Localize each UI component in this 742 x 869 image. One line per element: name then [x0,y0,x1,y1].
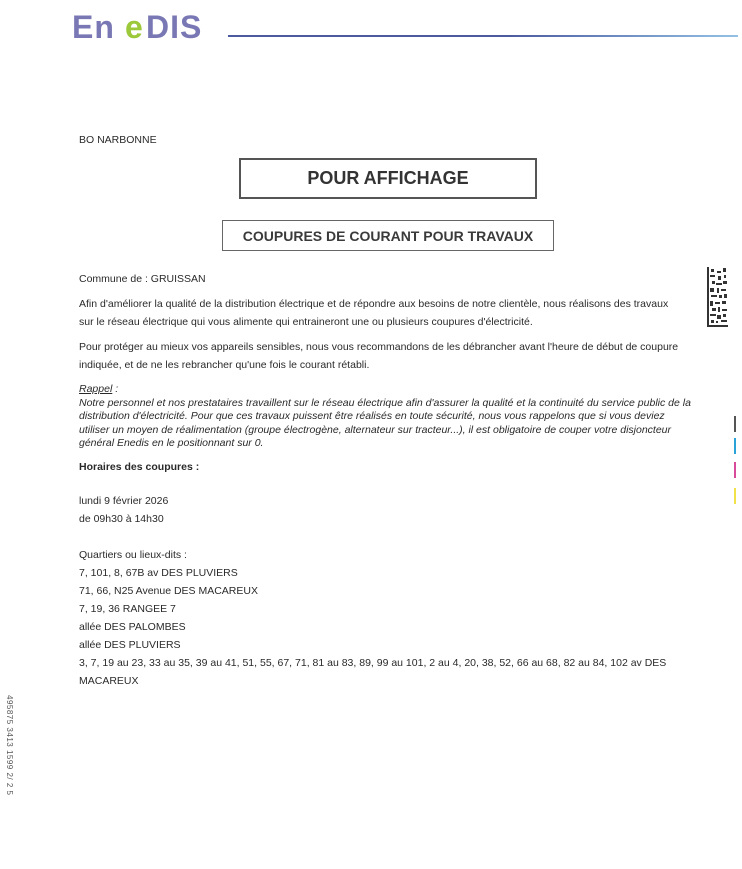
agency-name: BO NARBONNE [79,134,157,146]
intro-paragraph-1: Afin d'améliorer la qualité de la distribution électrique et de répondre aux besoins de notre clientèle, nous réalisons des travaux sur le réseau électrique qui vous alimente qui entraineront une ou plusieurs coupures d'électricité. [79,298,669,328]
intro-paragraph-2: Pour protéger au mieux vos appareils sensibles, nous vous recommandons de les débrancher avant l'heure de début de coupure indiquée, et de ne les rebrancher qu'une fois le courant rétabli. [79,341,679,371]
datamatrix-code [707,267,728,327]
svg-text:En: En [72,10,115,42]
header-rule [228,35,738,37]
side-print-code: 495875 3413 1599 2/ 2 5 [5,695,14,796]
banner-title: POUR AFFICHAGE [239,158,537,199]
registration-mark-magenta [734,462,736,478]
address-item: 3, 7, 19 au 23, 33 au 35, 39 au 41, 51, 55, 67, 71, 81 au 83, 89, 99 au 101, 2 au 4, 20, 38, 52, 66 au 68, 82 au 84, 102 av DES MACAREUX [79,657,667,687]
address-item: 7, 101, 8, 67B av DES PLUVIERS [79,567,238,579]
rappel-colon: : [112,383,119,395]
quartiers-heading: Quartiers ou lieux-dits : [79,549,187,561]
registration-mark-cyan [734,438,736,454]
registration-mark-yellow [734,488,736,504]
outage-time: de 09h30 à 14h30 [79,513,164,525]
rappel-text: Notre personnel et nos prestataires travaillent sur le réseau électrique afin d'assurer la qualité et la continuité du service public de la distribution d'électricité. Pour que ces travaux puissent être réalisés en toute sécurité, nous vous rappelons que si vous deviez utiliser un moyen de réalimentation (groupe électrogène, alternateur sur tracteur...), il est obligatoire de couper votre disjoncteur général Enedis en le positionnant sur 0. [79,396,691,449]
rappel-label: Rappel [79,383,113,395]
enedis-logo [72,10,217,42]
banner-subtitle: COUPURES DE COURANT POUR TRAVAUX [222,220,554,251]
horaires-heading: Horaires des coupures : [79,461,200,473]
svg-text:DIS: DIS [146,10,203,42]
svg-text:e: e [125,10,143,42]
address-item: allée DES PALOMBES [79,621,186,633]
address-item: allée DES PLUVIERS [79,639,181,651]
address-list [79,564,684,690]
registration-mark-black [734,416,736,432]
outage-date: lundi 9 février 2026 [79,495,169,507]
commune: Commune de : GRUISSAN [79,273,206,285]
address-item: 7, 19, 36 RANGEE 7 [79,603,176,615]
address-item: 71, 66, N25 Avenue DES MACAREUX [79,585,258,597]
rappel-block [79,383,691,451]
